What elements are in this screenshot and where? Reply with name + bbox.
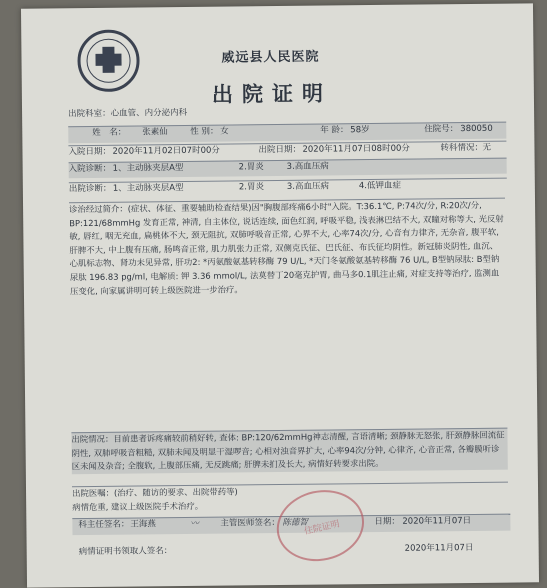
admit-diagnosis-row [69,158,507,179]
department-head-label: 科主任签名： [78,519,130,531]
discharge-diagnosis-1: 1、主动脉夹层A型 [112,183,184,194]
gender-label: 性 别： [190,126,219,137]
attending-signature: 陈德智 [282,517,308,528]
admit-date-label: 入院日期： [68,146,112,158]
treatment-course: 诊治经过简介：(症状、体征、重要辅助检查结果)因"胸腹部疼痛6小时"入院。T:36.1℃, P:74次/分, R:20次/分, BP:121/68mmHg 发育正常, 神清, 自主体位, 说话连续, 面色红润, 呼吸平稳, 浅表淋巴结不大, 双瞳对称等大, 光反射敏, 唇红, 咽无充血, 扁桃体不大, 颈无阻抗, 双肺呼吸音正常, 心界不大, 心率74次/分, 心音有力律齐, 无杂音, 腹平软, 肝脾不大, 中上腹有压痛, 肠鸣音正常, 肌力肌张力正常, 双侧克氏征、巴氏征、布氏征均阴性。新冠肺炎阴性, 血沉、心肌标志物、肾功未见异常, 肝功2: *丙氨酸氨基转移酶 79 U/L, *天门冬氨酸氨基转移酶 76 U/L, B型钠尿肽: B型钠尿肽 196.83 pg/ml, 电解质: 钾 3.36 mmol/L, 法莫替丁20毫克护胃, 曲马多0.1肌注止痛, 对症支持等治疗, 监测血压变化, 向家属讲明可转上级医院进一步治疗。 [69,198,506,299]
name-label: 姓 名： [92,127,127,138]
hospital-no: 380050 [460,123,493,135]
department-line: 出院科室：心血管、内分泌内科 [68,107,188,120]
admission-row [68,141,506,161]
age-label: 年 龄： [320,125,349,136]
attending-label: 主管医师签名： [220,518,280,529]
receiver-date: 2020年11月07日 [404,542,474,554]
document-title: 出院证明 [211,81,333,107]
discharge-status: 出院情况：目前患者诉疼痛较前稍好转, 查体: BP:120/62mmHg神志清醒, 言语清晰; 颈静脉无怒张, 肝颈静脉回流征阴性, 双肺呼吸音粗糙, 双肺未闻及明显干湿啰音; 心相对浊音界扩大, 心率94次/分钟, 心律齐, 心音正常, 各瓣膜听诊区未闻及杂音; 全腹软, 上腹部压痛, 无反跳痛; 肝脾未扪及长大, 病情好转要求出院。 [71,428,507,474]
orders-hint: (治疗、随访的要求、出院带药等) [113,486,238,498]
hospital-no-label: 住院号： [424,124,459,135]
discharge-diagnosis-3: 3.高血压病 [286,181,330,192]
discharge-diagnosis-2: 2.胃炎 [238,182,265,193]
transfer-value: 无 [482,142,492,153]
patient-name: 张素仙 [142,127,168,138]
department-head-signature: 〰 [190,518,199,529]
orders-label: 出院医嘱： [72,487,114,499]
patient-age: 58岁 [350,125,370,136]
discharge-diagnosis-4: 4.低钾血症 [358,180,402,192]
patient-info-row [68,122,506,144]
discharge-diagnosis-label: 出院诊断： [68,183,112,195]
transfer-label: 转科情况： [440,142,484,154]
admit-date: 2020年11月02日07时00分 [112,145,220,157]
orders-text: 病情危重, 建议上级医院手术治疗。 [72,500,204,512]
discharge-date-label: 出院日期： [258,144,302,156]
admit-diagnosis-2: 2.胃炎 [238,162,264,173]
hospital-stamp: 住院证明 [270,482,371,570]
discharge-diagnosis-row [69,178,507,199]
department-head-name: 王海燕 [130,519,156,530]
admit-diagnosis-3: 3.高血压病 [286,161,329,172]
receiver-label: 病情证明书领取人签名： [78,546,173,558]
signature-date: 2020年11月07日 [402,516,472,527]
patient-gender: 女 [220,126,229,137]
hospital-logo-icon [77,29,140,92]
date-label: 日期： [374,516,400,528]
hospital-name: 威远县人民医院 [221,49,320,66]
discharge-certificate-paper [21,3,539,587]
discharge-date: 2020年11月07日08时00分 [302,143,410,155]
admit-diagnosis-label: 入院诊断： [68,163,112,175]
admit-diagnosis-1: 1、主动脉夹层A型 [112,163,184,174]
